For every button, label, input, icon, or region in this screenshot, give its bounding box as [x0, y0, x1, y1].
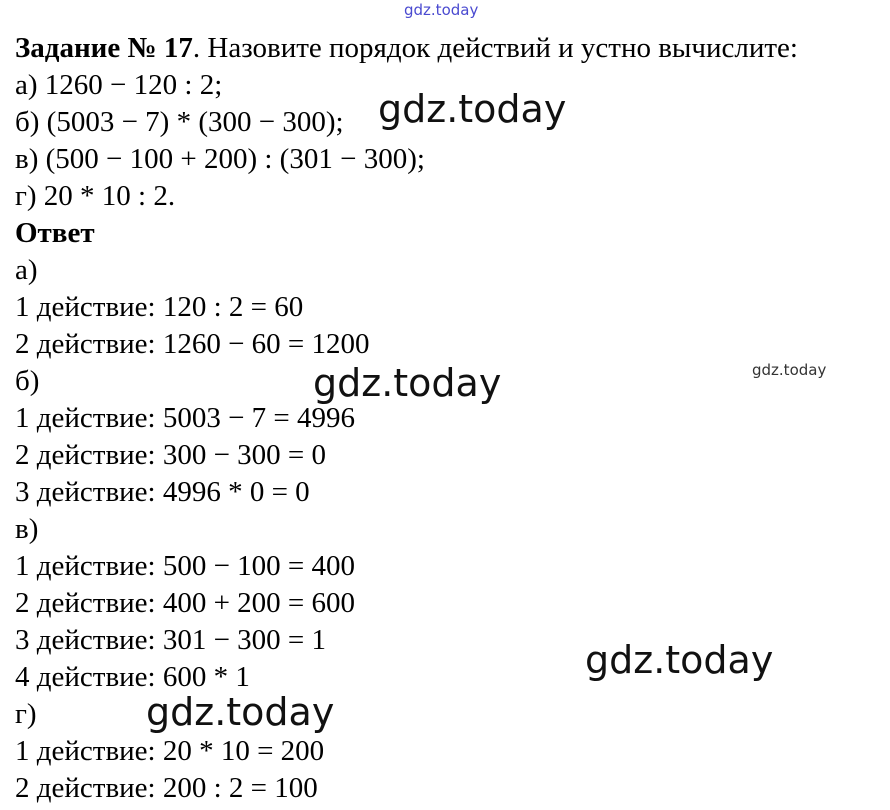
answer-step: 1 действие: 120 : 2 = 60: [15, 291, 304, 323]
task-item-g: г) 20 * 10 : 2.: [15, 180, 176, 212]
answer-label-b: б): [15, 365, 40, 397]
task-title: [15, 30, 885, 67]
answer-step: 2 действие: 300 − 300 = 0: [15, 439, 327, 471]
answer-step: 1 действие: 500 − 100 = 400: [15, 550, 356, 582]
task-instruction: . Назовите порядок действий и устно вычислите:: [192, 32, 798, 64]
answer-label-v: в): [15, 513, 39, 545]
watermark-large: gdz.today: [585, 638, 774, 682]
answer-heading: Ответ: [15, 217, 95, 249]
answer-step: 4 действие: 600 * 1: [15, 661, 250, 693]
task-item-a: а) 1260 − 120 : 2;: [15, 69, 223, 101]
answer-step: 1 действие: 20 * 10 = 200: [15, 735, 325, 767]
task-item-b: б) (5003 − 7) * (300 − 300);: [15, 106, 344, 138]
task-number: Задание № 17: [15, 32, 193, 64]
answer-step: 3 действие: 301 − 300 = 1: [15, 624, 327, 656]
watermark-large: gdz.today: [146, 690, 335, 734]
watermark-small: gdz.today: [404, 1, 479, 19]
answer-step: 2 действие: 1260 − 60 = 1200: [15, 328, 370, 360]
watermark-small: gdz.today: [752, 361, 827, 379]
watermark-large: gdz.today: [378, 87, 567, 131]
answer-step: 2 действие: 200 : 2 = 100: [15, 772, 318, 804]
answer-label-a: а): [15, 254, 38, 286]
answer-step: 1 действие: 5003 − 7 = 4996: [15, 402, 356, 434]
answer-label-g: г): [15, 698, 37, 730]
watermark-large: gdz.today: [313, 361, 502, 405]
answer-step: 2 действие: 400 + 200 = 600: [15, 587, 356, 619]
answer-step: 3 действие: 4996 * 0 = 0: [15, 476, 310, 508]
task-item-v: в) (500 − 100 + 200) : (301 − 300);: [15, 143, 425, 175]
